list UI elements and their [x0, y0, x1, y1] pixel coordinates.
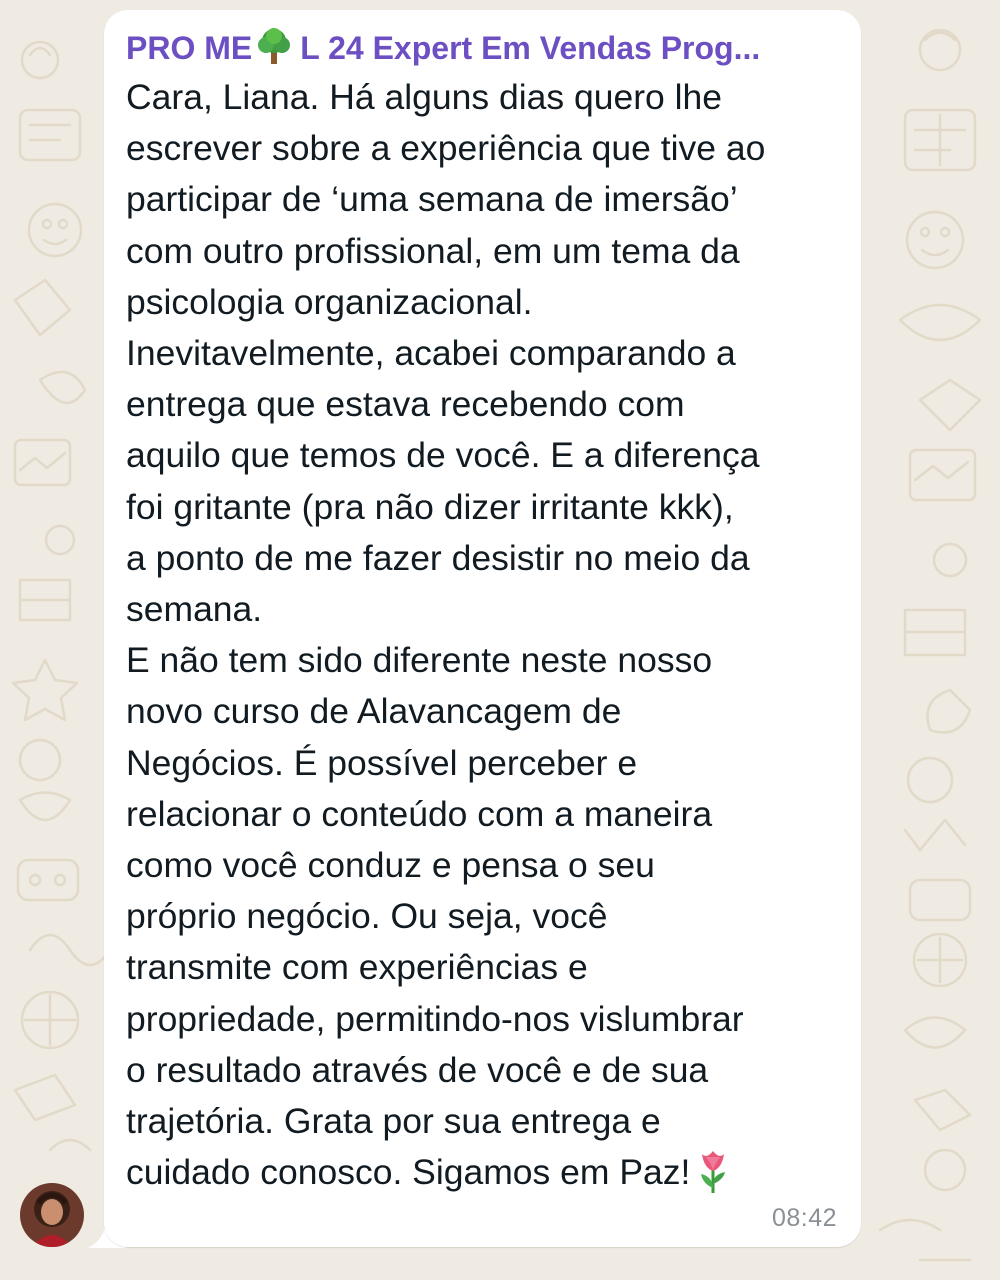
sender-name[interactable]: [126, 26, 846, 68]
message-line: relacionar o conteúdo com a maneira: [126, 793, 713, 834]
message-line: entrega que estava recebendo com: [126, 384, 685, 425]
message-line: a ponto de me fazer desistir no meio da: [126, 537, 750, 578]
message-line: propriedade, permitindo-nos vislumbrar: [126, 998, 744, 1039]
message-line: E não tem sido diferente neste nosso: [126, 640, 713, 681]
message-line: aquilo que temos de você. E a diferença: [126, 435, 760, 476]
message-line: participar de ‘uma semana de imersão’: [126, 179, 738, 220]
message-line: semana.: [126, 589, 263, 630]
message-line: foi gritante (pra não dizer irritante kkk),: [126, 486, 734, 527]
message-line: trajetória. Grata por sua entrega e: [126, 1101, 661, 1142]
sender-name-part2: L 24 Expert Em Vendas Prog...: [300, 30, 761, 66]
message-line-last-text: cuidado conosco. Sigamos em Paz!: [126, 1152, 691, 1193]
user-avatar-icon: [20, 1183, 84, 1247]
tulip-emoji-icon: [694, 1148, 732, 1194]
message-line: com outro profissional, em um tema da: [126, 230, 740, 271]
sender-name-part1: PRO ME: [126, 30, 253, 66]
message-line: novo curso de Alavancagem de: [126, 691, 622, 732]
message-line-last: [126, 1147, 846, 1198]
message-line: próprio negócio. Ou seja, você: [126, 896, 608, 937]
message-line: o resultado através de você e de sua: [126, 1049, 709, 1090]
message-line: Cara, Liana. Há alguns dias quero lhe: [126, 77, 722, 117]
message-line: como você conduz e pensa o seu: [126, 845, 655, 886]
message-line: Negócios. É possível perceber e: [126, 742, 638, 783]
message-text: [126, 72, 846, 1198]
message-line: transmite com experiências e: [126, 947, 588, 988]
message-timestamp: 08:42: [771, 1204, 837, 1232]
message-bubble[interactable]: [104, 10, 861, 1247]
sender-avatar[interactable]: [20, 1183, 84, 1247]
message-line: Inevitavelmente, acabei comparando a: [126, 333, 736, 374]
message-line: escrever sobre a experiência que tive ao: [126, 128, 766, 169]
message-line: psicologia organizacional.: [126, 281, 533, 322]
tree-emoji-icon: [254, 26, 294, 66]
